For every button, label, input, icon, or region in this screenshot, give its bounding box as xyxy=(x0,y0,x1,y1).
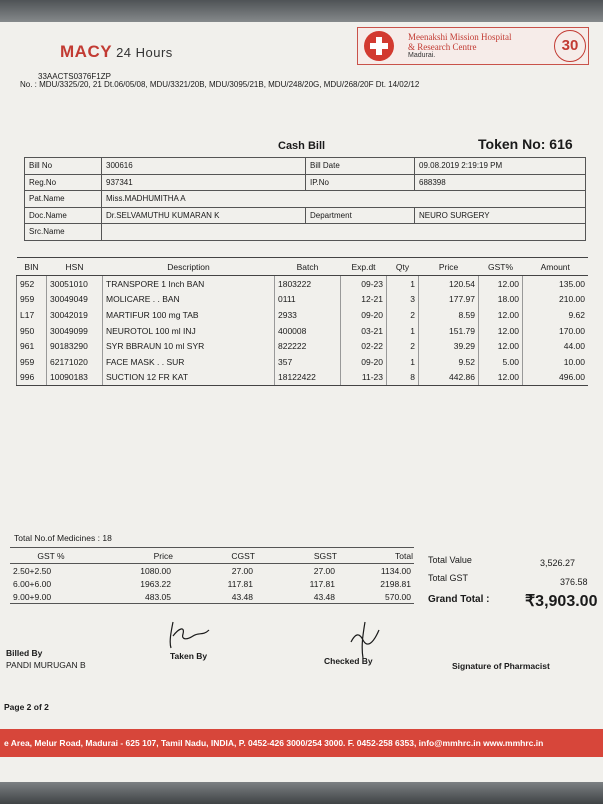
cell-description: MOLICARE . . BAN xyxy=(103,292,275,308)
col-description: Description xyxy=(103,258,275,276)
background-bottom xyxy=(0,782,603,804)
cell-gst: 12.00 xyxy=(479,307,523,323)
gst-col-sgst: SGST xyxy=(256,548,338,564)
table-row xyxy=(17,292,589,308)
total-value: 3,526.27 xyxy=(540,558,576,568)
cell-batch: 2933 xyxy=(275,307,341,323)
hospital-cross-icon xyxy=(364,31,394,61)
checked-by-label: Checked By xyxy=(324,656,373,666)
cell-qty: 2 xyxy=(387,338,419,354)
gst-cell-total: 2198.81 xyxy=(380,578,411,589)
source-name-label: Src.Name xyxy=(25,224,102,241)
bill-date-value: 09.08.2019 2:19:19 PM xyxy=(415,158,586,175)
billed-by-label: Billed By xyxy=(6,648,43,658)
cell-bin: L17 xyxy=(17,307,47,323)
cell-expiry: 03-21 xyxy=(341,323,387,339)
gst-row xyxy=(10,577,414,590)
cell-hsn: 30051010 xyxy=(47,276,103,292)
col-amount: Amount xyxy=(523,258,589,276)
gst-cell-rate: 2.50+2.50 xyxy=(13,565,52,576)
col-gst: GST% xyxy=(479,258,523,276)
checked-by-signature xyxy=(345,620,385,660)
footer-address: e Area, Melur Road, Madurai - 625 107, Tamil Nadu, INDIA, P. 0452-426 3000/254 3000. F. 0452-258 6353, info@mmhrc.in www.mmhrc.in xyxy=(4,738,544,748)
col-expiry: Exp.dt xyxy=(341,258,387,276)
gst-header-row xyxy=(10,548,414,564)
cell-gst: 12.00 xyxy=(479,338,523,354)
pharmacist-signature-label: Signature of Pharmacist xyxy=(452,661,550,671)
cell-qty: 1 xyxy=(387,276,419,292)
cell-description: SUCTION 12 FR KAT xyxy=(103,370,275,386)
cell-expiry: 09-20 xyxy=(341,307,387,323)
cell-gst: 5.00 xyxy=(479,354,523,370)
bill-title: Cash Bill xyxy=(278,140,326,152)
grand-total: ₹3,903.00 xyxy=(525,593,598,610)
cell-hsn: 30049099 xyxy=(47,323,103,339)
cell-price: 151.79 xyxy=(419,323,479,339)
gst-cell-cgst: 117.81 xyxy=(227,578,253,589)
grand-total-label: Grand Total : xyxy=(428,594,490,605)
col-price: Price xyxy=(419,258,479,276)
cell-expiry: 12-21 xyxy=(341,292,387,308)
cell-batch: 1803222 xyxy=(275,276,341,292)
token-number: Token No: 616 xyxy=(478,136,573,152)
cell-qty: 1 xyxy=(387,323,419,339)
cell-hsn: 10090183 xyxy=(47,370,103,386)
cell-hsn: 62171020 xyxy=(47,354,103,370)
total-medicines: Total No.of Medicines : 18 xyxy=(14,533,112,543)
cell-price: 177.97 xyxy=(419,292,479,308)
hospital-name-line2: & Research Centre xyxy=(408,42,477,52)
gst-col-price: Price xyxy=(92,548,174,564)
cell-expiry: 09-23 xyxy=(341,276,387,292)
cell-batch: 400008 xyxy=(275,323,341,339)
gst-cell-price: 1080.00 xyxy=(140,565,171,576)
gst-cell-rate: 6.00+6.00 xyxy=(13,578,52,589)
doctor-name-label: Doc.Name xyxy=(25,207,102,224)
hours-label: 24 Hours xyxy=(116,45,173,60)
cell-bin: 950 xyxy=(17,323,47,339)
taken-by-signature xyxy=(165,618,215,652)
cell-qty: 8 xyxy=(387,370,419,386)
bill-info-table xyxy=(24,157,586,241)
ip-no-value: 688398 xyxy=(415,174,586,191)
cell-price: 39.29 xyxy=(419,338,479,354)
gst-cell-price: 483.05 xyxy=(92,590,174,604)
hospital-city: Madurai. xyxy=(408,52,436,59)
gst-cell-rate: 9.00+9.00 xyxy=(10,590,92,604)
items-table xyxy=(16,257,588,386)
department-value: NEURO SURGERY xyxy=(415,207,586,224)
cell-amount: 210.00 xyxy=(523,292,589,308)
reg-no-value: 937341 xyxy=(102,174,306,191)
cell-amount: 10.00 xyxy=(523,354,589,370)
gst-col-total: Total xyxy=(338,548,414,564)
cell-amount: 496.00 xyxy=(523,370,589,386)
cell-amount: 44.00 xyxy=(523,338,589,354)
cell-expiry: 09-20 xyxy=(341,354,387,370)
cell-description: NEUROTOL 100 ml INJ xyxy=(103,323,275,339)
cell-batch: 822222 xyxy=(275,338,341,354)
total-gst-label: Total GST xyxy=(428,573,469,583)
cell-hsn: 90183290 xyxy=(47,338,103,354)
source-name-value xyxy=(102,224,586,241)
cell-batch: 357 xyxy=(275,354,341,370)
gst-number: 33AACTS0376F1ZP xyxy=(38,72,111,81)
footer-address-bar xyxy=(0,729,603,757)
total-value-label: Total Value xyxy=(428,555,472,565)
doctor-name-value: Dr.SELVAMUTHU KUMARAN K xyxy=(102,207,306,224)
gst-cell-cgst: 27.00 xyxy=(231,565,253,576)
gst-col-cgst: CGST xyxy=(174,548,256,564)
bill-date-label: Bill Date xyxy=(306,158,415,175)
license-numbers: No. : MDU/3325/20, 21 Dt.06/05/08, MDU/3321/20B, MDU/3095/21B, MDU/248/20G, MDU/268/20F Dt. 14/02/12 xyxy=(20,80,420,89)
cell-description: MARTIFUR 100 mg TAB xyxy=(103,307,275,323)
table-row xyxy=(17,276,589,292)
department-label: Department xyxy=(306,207,415,224)
patient-name-value: Miss.MADHUMITHA A xyxy=(102,191,586,208)
gst-cell-sgst: 117.81 xyxy=(309,578,335,589)
cell-qty: 2 xyxy=(387,307,419,323)
cell-batch: 18122422 xyxy=(275,370,341,386)
hospital-name-line1: Meenakshi Mission Hospital xyxy=(408,32,512,42)
pharmacy-brand: MACY 24 Hours xyxy=(60,42,173,61)
cell-expiry: 11-23 xyxy=(341,370,387,386)
bill-no-label: Bill No xyxy=(25,158,102,175)
col-hsn: HSN xyxy=(47,258,103,276)
gst-cell-total: 570.00 xyxy=(338,590,414,604)
gst-cell-sgst: 27.00 xyxy=(313,565,335,576)
cell-price: 8.59 xyxy=(419,307,479,323)
cell-amount: 135.00 xyxy=(523,276,589,292)
col-batch: Batch xyxy=(275,258,341,276)
taken-by-label: Taken By xyxy=(170,651,208,661)
gst-cell-sgst: 43.48 xyxy=(256,590,338,604)
cell-bin: 952 xyxy=(17,276,47,292)
gst-cell-total: 1134.00 xyxy=(380,565,411,576)
cell-batch: 0111 xyxy=(275,292,341,308)
col-bin: BIN xyxy=(17,258,47,276)
gst-cell-price: 1963.22 xyxy=(140,578,171,589)
items-header-row xyxy=(17,258,589,276)
cell-gst: 12.00 xyxy=(479,323,523,339)
cell-bin: 996 xyxy=(17,370,47,386)
cell-description: SYR BBRAUN 10 ml SYR xyxy=(103,338,275,354)
cell-amount: 9.62 xyxy=(523,307,589,323)
gst-col-rate: GST % xyxy=(10,548,92,564)
background-top xyxy=(0,0,603,22)
cell-hsn: 30042019 xyxy=(47,307,103,323)
ip-no-label: IP.No xyxy=(306,174,415,191)
patient-name-label: Pat.Name xyxy=(25,191,102,208)
billed-by-name: PANDI MURUGAN B xyxy=(6,660,86,670)
cell-gst: 12.00 xyxy=(479,370,523,386)
bill-no-value: 300616 xyxy=(102,158,306,175)
cell-hsn: 30049049 xyxy=(47,292,103,308)
cell-gst: 12.00 xyxy=(479,276,523,292)
table-row xyxy=(17,354,589,370)
cell-price: 120.54 xyxy=(419,276,479,292)
total-gst: 376.58 xyxy=(560,577,588,587)
col-qty: Qty xyxy=(387,258,419,276)
cell-qty: 3 xyxy=(387,292,419,308)
hospital-logo-box xyxy=(357,27,589,65)
cell-price: 442.86 xyxy=(419,370,479,386)
reg-no-label: Reg.No xyxy=(25,174,102,191)
gst-cell-cgst: 43.48 xyxy=(174,590,256,604)
cell-description: TRANSPORE 1 Inch BAN xyxy=(103,276,275,292)
cell-bin: 959 xyxy=(17,292,47,308)
cell-description: FACE MASK . . SUR xyxy=(103,354,275,370)
cell-expiry: 02-22 xyxy=(341,338,387,354)
anniversary-seal-icon: 30 xyxy=(554,30,586,62)
table-row xyxy=(17,307,589,323)
gst-row xyxy=(10,590,414,604)
table-row xyxy=(17,370,589,386)
table-row xyxy=(17,323,589,339)
page-number: Page 2 of 2 xyxy=(4,702,49,712)
cell-amount: 170.00 xyxy=(523,323,589,339)
gst-summary-table xyxy=(10,547,414,604)
gst-row xyxy=(10,564,414,578)
cell-bin: 959 xyxy=(17,354,47,370)
cell-price: 9.52 xyxy=(419,354,479,370)
cell-qty: 1 xyxy=(387,354,419,370)
cell-bin: 961 xyxy=(17,338,47,354)
cell-gst: 18.00 xyxy=(479,292,523,308)
table-row xyxy=(17,338,589,354)
